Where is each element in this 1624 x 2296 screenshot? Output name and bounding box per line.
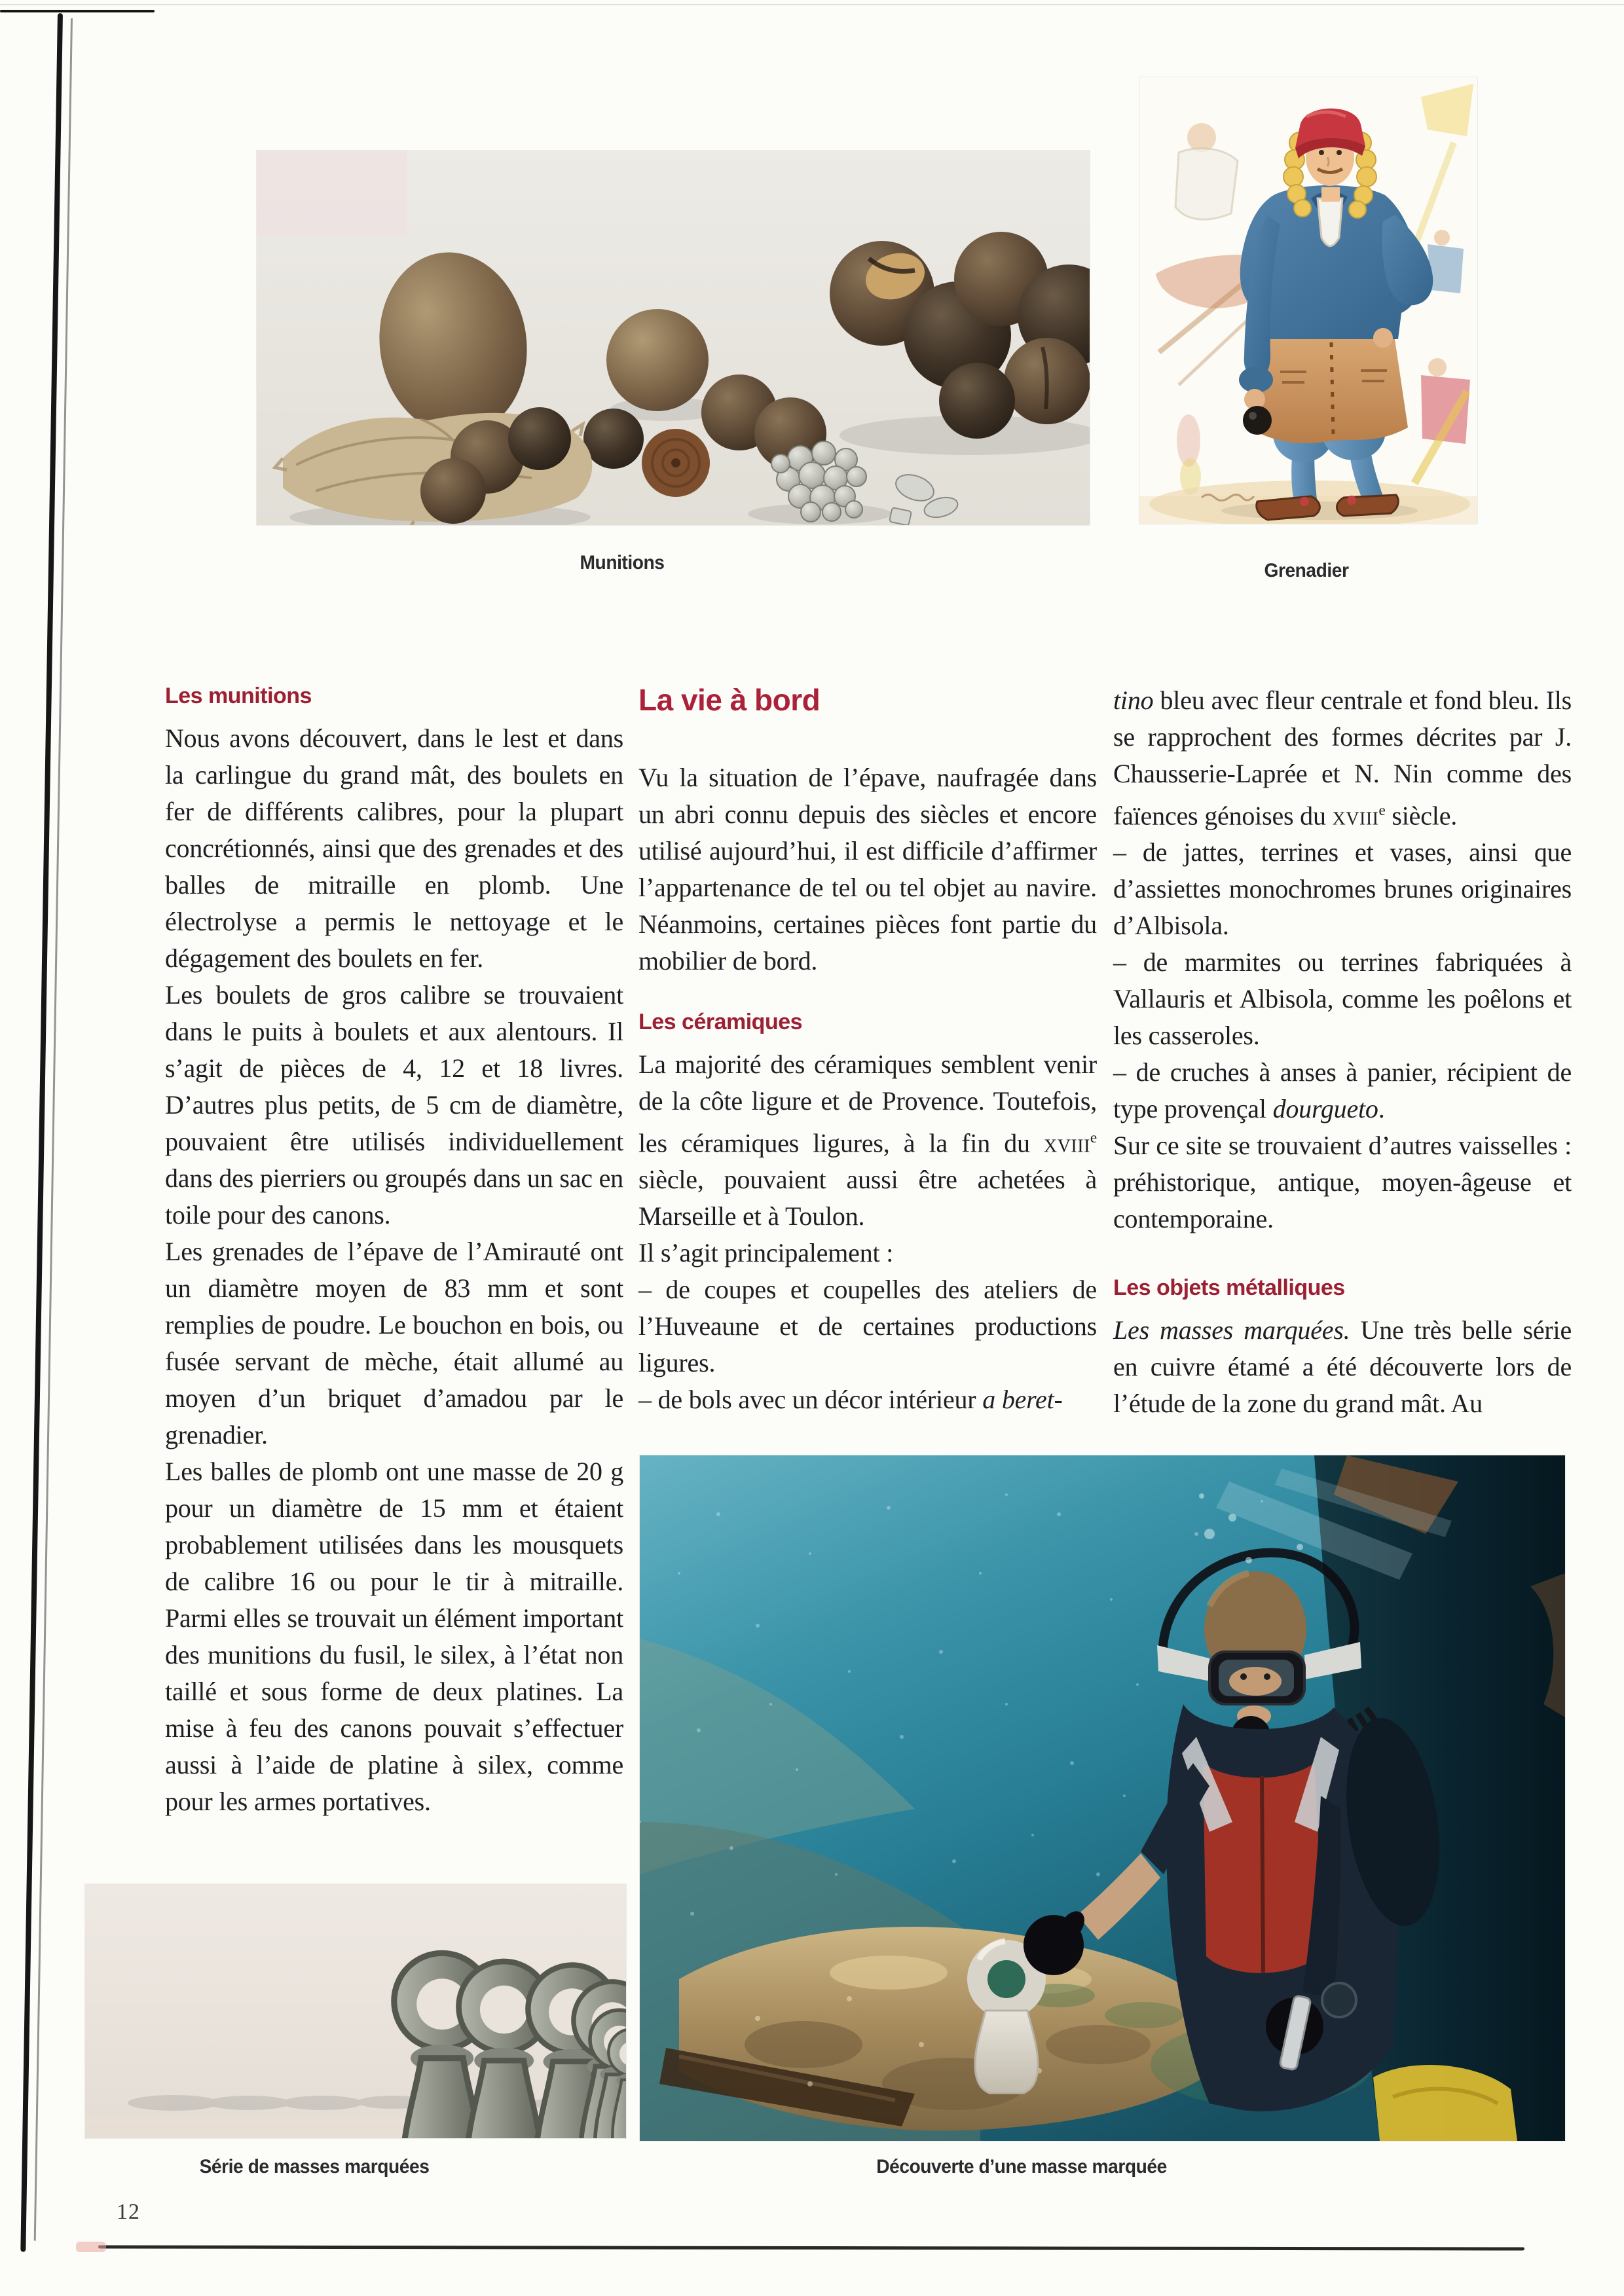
- scan-top-edge: [0, 10, 155, 12]
- body-paragraph: Sur ce site se trouvaient d’autres vaisselles : préhistorique, antique, moyen-âgeuse et contemporaine.: [1113, 1131, 1572, 1234]
- body-paragraph: tino bleu avec fleur centrale et fond bleu. Ils se rapprochent des formes décrites par J. Chausserie-Laprée et N. Nin comme des faïences génoises du xviii$^e$ siècle.: [1113, 685, 1572, 831]
- heading-les-ceramiques: Les céramiques: [638, 1010, 803, 1034]
- column-2-intro: [638, 759, 1097, 979]
- munitions-photo: [257, 151, 1090, 525]
- scan-bottom-smudge: [76, 2242, 106, 2252]
- heading-la-vie-a-bord: La vie à bord: [638, 683, 821, 717]
- body-paragraph: Les boulets de gros calibre se trouvaient dans le puits à boulets et aux alentours. Il s’agit de pièces de 4, 12 et 18 livres. D’autres plus petits, de 5 cm de diamètre, pouvaient être utilisés individuellement dans des pierriers ou groupés dans un sac en toile pour des canons.: [165, 980, 623, 1230]
- body-paragraph: Les balles de plomb ont une masse de 20 g pour un diamètre de 15 mm et étaient probablement utilisées dans les mousquets de calibre 16 ou pour le tir à mitraille. Parmi elles se trouvait un élément important des munitions du fusil, le silex, à l’état non taillé et sous forme de deux platines. La mise à feu des canons pouvait s’effectuer aussi à l’aide de platine à silex, comme pour les armes portatives.: [165, 1457, 623, 1816]
- heading-les-objets-metalliques: Les objets métalliques: [1113, 1275, 1345, 1301]
- body-paragraph: – de coupes et coupelles des ateliers de l’Huveaune et de certaines productions ligures.: [638, 1275, 1097, 1378]
- weights-series: [394, 1953, 626, 2138]
- body-paragraph: – de bols avec un décor intérieur a beret-: [638, 1385, 1063, 1415]
- page-number: 12: [117, 2200, 140, 2224]
- column-3-top: [1113, 682, 1572, 1237]
- column-2-body: [638, 1046, 1097, 1418]
- munitions-photo-art: [257, 151, 1090, 525]
- body-paragraph: Les grenades de l’épave de l’Amirauté ont un diamètre moyen de 83 mm et sont remplies de poudre. Le bouchon en bois, ou fusée servant de mèche, était allumé au moyen d’un briquet d’amadou par le grenadier.: [165, 1237, 623, 1449]
- column-3: [1113, 682, 1572, 1422]
- underwater-photo-art: [640, 1455, 1565, 2141]
- grenadier-illustration: [1139, 77, 1477, 524]
- scan-bottom-edge: [98, 2245, 1524, 2250]
- body-paragraph: Il s’agit principalement :: [638, 1238, 894, 1268]
- column-3-bottom: [1113, 1312, 1572, 1422]
- munitions-caption: Munitions: [580, 552, 665, 574]
- masses-caption: Série de masses marquées: [199, 2156, 430, 2178]
- wooden-disc: [642, 429, 710, 497]
- masses-photo-art: [85, 1884, 626, 2138]
- body-paragraph: Nous avons découvert, dans le lest et dans la carlingue du grand mât, des boulets en fer de différents calibres, pour la plupart concrétionnés, ainsi que des grenades et des balles de mitraille en plomb. Une électrolyse a permis le nettoyage et le dégagement des boulets en fer.: [165, 723, 623, 973]
- body-paragraph: – de cruches à anses à panier, récipient de type provençal dourgueto.: [1113, 1057, 1572, 1124]
- column-1: [165, 682, 623, 1820]
- body-paragraph: Les masses marquées. Une très belle série en cuivre étamé a été découverte lors de l’étude de la zone du grand mât. Au: [1113, 1315, 1572, 1419]
- masses-photo: [85, 1884, 626, 2138]
- body-paragraph: Vu la situation de l’épave, naufragée dans un abri connu depuis des siècles et encore utilisé aujourd’hui, il est difficile d’affirmer l’appartenance de tel ou tel objet au navire. Néanmoins, certaines pièces font partie du mobilier de bord.: [638, 763, 1097, 975]
- body-paragraph: – de marmites ou terrines fabriquées à Vallauris et Albisola, comme les poêlons et les casseroles.: [1113, 947, 1572, 1051]
- body-paragraph: La majorité des céramiques semblent venir de la côte ligure et de Provence. Toutefois, les céramiques ligures, à la fin du xviii$^e$ siècle, pouvaient aussi être achetées à Marseille et à Toulon.: [638, 1049, 1097, 1231]
- scan-top-edge-faint: [0, 4, 1624, 5]
- grenadier-caption: Grenadier: [1264, 560, 1349, 581]
- column-1-body: [165, 720, 623, 1820]
- underwater-photo: [640, 1455, 1565, 2141]
- column-2: [638, 682, 1097, 1418]
- heading-les-munitions: Les munitions: [165, 683, 312, 708]
- grenadier-art: [1139, 77, 1477, 524]
- scan-left-edge: [20, 13, 63, 2252]
- underwater-caption: Découverte d’une masse marquée: [876, 2156, 1167, 2178]
- body-paragraph: – de jattes, terrines et vases, ainsi que d’assiettes monochromes brunes originaires d’Albisola.: [1113, 837, 1572, 941]
